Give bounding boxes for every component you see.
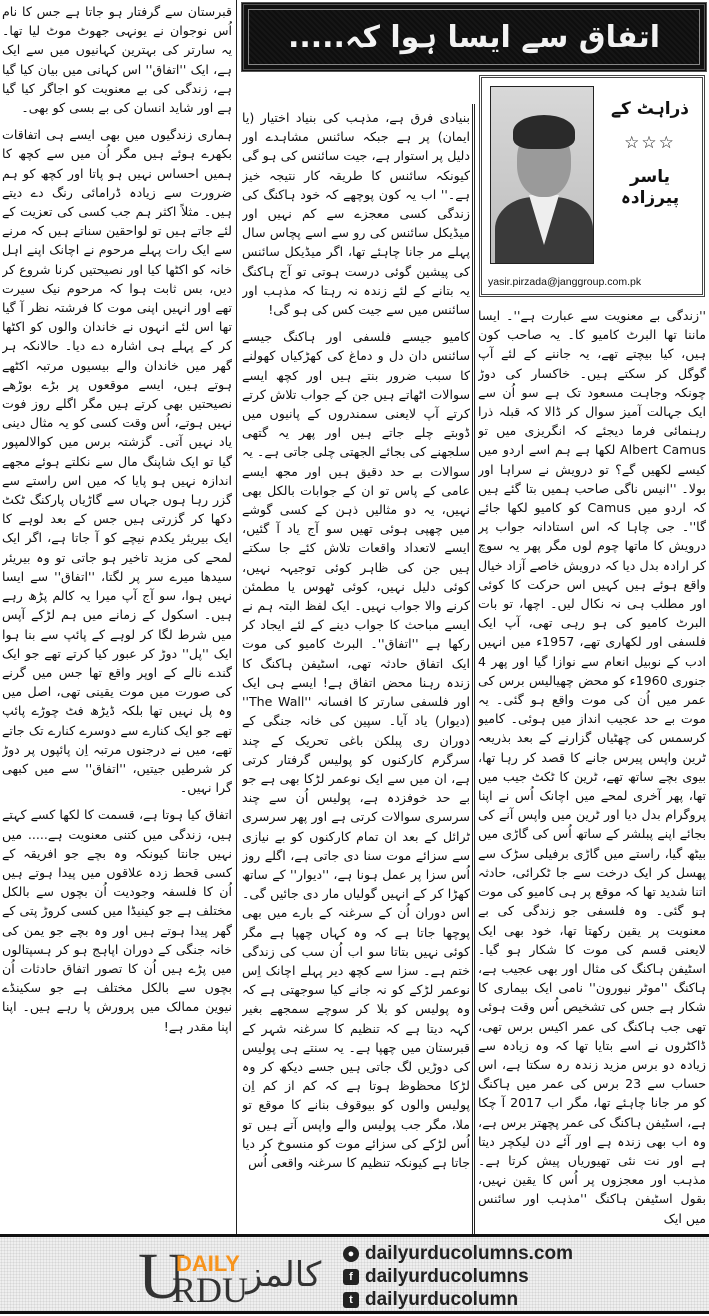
column-kicker: ذراہٹ کے xyxy=(610,99,690,119)
stars-icon: ☆☆☆ xyxy=(624,133,676,153)
logo-rdu: RDU xyxy=(172,1270,249,1310)
facebook-icon: f xyxy=(343,1269,359,1285)
daily-urdu-columns-logo[interactable] xyxy=(138,1240,322,1313)
column-title: اتفاق سے ایسا ہوا کہ..... xyxy=(287,19,661,55)
author-box xyxy=(479,75,705,297)
paragraph: اتفاق کیا ہوتا ہے، قسمت کا لکھا کسے کہتے ہیں، زندگی میں کتنی معنویت ہے..... میں نہیں جانتا کیونکہ وہ بچے جو افریقہ کے کسی قحط زدہ علاقوں میں پیدا ہوتے ہیں اُن کا فلسفہ وجودیت اُن بچوں سے بالکل مختلف ہے جو کینیڈا میں کسی کروڑ پتی کے گھر پیدا ہوتے ہیں اور وہ بچے جو یمن کی خانہ جنگی کے دوران اپاہج ہو کر ہسپتالوں میں پڑے ہیں اُن کا تصور اتفاق حادثات اُن بچوں سے بالکل مختلف ہے جو سکینڈے نیوین ممالک میں پرورش پا رہے ہیں۔ اپنا اپنا مقدر ہے! xyxy=(2,807,232,1034)
paragraph: بنیادی فرق ہے، مذہب کی بنیاد اختیار (یا ایمان) پر ہے جبکہ سائنس مشاہدے اور دلیل پر استوار ہے، جیت سائنس کی ہو گی کیونکہ سائنس کا طریقہ کار نتیجہ خیز ہے۔'' اب یہ کون پوچھے کہ خود ہاکنگ کی زندگی کسی معجزے سے کم نہیں اور میڈیکل سائنس کی رو سے اسے پچاس سال پہلے مر جانا چاہئے تھا، اگر میڈیکل سائنس کی پیشین گوئی درست ہوتی تو آج ہاکنگ یہ بتانے کے لئے زندہ نہ رہتا کہ مذہب اور سائنس میں سے جیت کس کی ہو گی! xyxy=(242,110,470,318)
logo-u: U xyxy=(138,1240,186,1313)
twitter-link[interactable] xyxy=(343,1289,573,1311)
paragraph: ''زندگی بے معنویت سے عبارت ہے''۔ ایسا ماننا تھا البرٹ کامیو کا۔ یہ صاحب کون ہیں، کیا بیچتے تھے، یہ جاننے کے لئے آپ گوگل کر سکتے ہیں۔ خاکسار کی دوڑ چونکہ وجاہت مسعود تک ہے سو اُن سے ایک جہالت آمیز سوال کر ڈالا کہ قبلہ ذرا رہنمائی فرما دیجئے کہ انگریزی میں تو Albert Camus لکھا ہے ہم اسے اردو میں کیسے لکھیں گے؟ تو درویش نے سراہا اور بولا۔ ''انیس ناگی صاحب ہمیں بتا گئے ہیں کہ اردو میں Camus کو کامیو لکھا جائے گا''۔ جی چاہا کہ اس استادانہ جواب پر درویش کا ماتھا چوم لوں مگر پھر یہ سوچ کر ارادہ بدل دیا کہ درویش خاصے آزاد خیال واقع ہوئے ہیں کہیں اس حرکت کا کوئی اور مطلب ہی نہ نکال لیں۔ اچھا، تو بات البرٹ کامیو کی ہو رہی تھی، آپ ایک فلسفی اور لکھاری تھے، 1957ء میں انہیں ادب کے نوبیل انعام سے نوازا گیا اور پھر 4 جنوری 1960ء کو محض چھیالیس برس کی عمر میں اُن کی موت واقع ہو گئی۔ یہ موت بے حد عجیب انداز میں ہوئی۔ کامیو کرسمس کی چھٹیاں گزارنے کے بعد بذریعہ ٹرین واپس پیرس جانے کا قصد کر رہا تھا، بیوی بچے ساتھ تھے، ٹرین کا ٹکٹ جیب میں تھا، پھر آخری لمحے میں اچانک اُس نے اپنا پروگرام بدل دیا اور ٹرین میں واپس آنے کی بجائے اپنے پبلشر کے ساتھ اُس کی گاڑی میں بیٹھ گیا، راستے میں گاڑی برفیلی سڑک سے پھسل کر ایک درخت سے جا ٹکرائی، حادثہ اتنا شدید تھا کہ موقع پر ہی کامیو کی موت ہو گئی۔ وہ فلسفی جو زندگی کی بے معنویت پر یقین رکھتا تھا، خود بھی ایک لایعنی قسم کی موت کا شکار ہو گیا۔ اسٹیفن ہاکنگ کی مثال اور بھی عجیب ہے، ہاکنگ ''موٹر نیورون'' نامی ایک بیماری کا شکار ہے جس کی تشخیص اُس وقت ہوئی تھی جب ہاکنگ کی عمر اکیس برس تھی، ڈاکٹروں نے اسے بتایا تھا کہ وہ زیادہ سے زیادہ دو برس مزید زندہ رہ سکتا ہے، اس حساب سے 23 برس کی عمر میں ہاکنگ کو مر جانا چاہئے تھا، مگر اب 2017 آ چکا ہے، اسٹیفن ہاکنگ کی عمر پچھتر برس ہے، وہ اب بھی زندہ ہے اور آئے دن لیکچر دیتا ہے اور نت نئی تھیوریاں پیش کرتا ہے۔ مذہب اور معجزوں پر اُس کا یقین نہیں، بقول اسٹیفن ہاکنگ ''مذہب اور سائنس میں ایک xyxy=(478,308,706,1226)
author-photo xyxy=(490,86,594,264)
website-link[interactable] xyxy=(343,1243,573,1265)
paragraph: ہماری زندگیوں میں بھی ایسے ہی اتفاقات بکھرے ہوئے ہیں مگر اُن میں سے کچھ کا ہمیں احساس نہیں ہو پاتا اور کچھ کو ہم ضرورت سے زیادہ ڈرامائی رنگ دے دیتے ہیں۔ مثلاً اکثر ہم جب کسی کی تعزیت کے لئے جاتے ہیں تو لواحقین سناتے ہیں کہ مرنے سے ایک رات پہلے مرحوم نے اچانک اپنے اہل خانہ کو اکٹھا کیا اور نصیحتیں کرنا شروع کر دیں، بس ثابت ہوا کہ مرحوم نیک سیرت تھے اور انہیں اپنی موت کا فرشتہ نظر آ گیا تھا اس لئے انہوں نے خاندان والوں کو اکٹھا کر کے پہلے ہی اشارہ دے دیا۔ حالانکہ ہر گھر میں خاندان والے بیسیوں مرتبہ اکٹھے ہوتے ہیں، ایسے موقعوں پر بڑے بوڑھے نصیحتیں بھی کرتے ہیں مگر اگلے روز فوت نہیں ہوتے، اُس وقت کسی کو یہ مثال دینی یاد نہیں آتی۔ گزشتہ برس میں کوالالمپور گیا تو ایک شاپنگ مال سے نکلتے ہوئے مجھے اندازہ نہیں ہو پایا کہ میں اس راستے سے گزر رہا ہوں جہاں سے گاڑیاں پارکنگ ٹکٹ دکھا کر گزرتی ہیں جس کے بعد لوہے کا ایک بیریئر یکدم نیچے کو آ جاتا ہے، اگر ایک لمحے کی مزید تاخیر ہو جاتی تو وہ بیریئر سیدھا میرے سر پر لگتا، ''اتفاق'' سے ایسا نہیں ہوا، سو آج آپ میرا یہ کالم پڑھ رہے ہیں۔ اسکول کے زمانے میں ہم لڑکے آپس میں شرط لگا کر لوہے کے پائپ سے بنا ہوا ایک ''پل'' دوڑ کر عبور کیا کرتے تھے جو ایک گندے نالے کے اوپر واقع تھا جس میں گرنے کی صورت میں موت یقینی تھی، اصل میں وہ پل نہیں تھا بلکہ ڈیڑھ فٹ چوڑے پائپ تھے جو ایک کنارے سے دوسرے کنارے تک جاتے تھے، میں نے درجنوں مرتبہ اِن پائپوں پر دوڑ کر شرطیں جیتیں، ''اتفاق'' سے میں کبھی گرا نہیں۔ xyxy=(2,127,232,796)
logo-daily: DAILY xyxy=(176,1251,240,1276)
article-column-left xyxy=(2,2,232,1088)
paragraph: کامیو جیسے فلسفی اور ہاکنگ جیسے سائنس دان دل و دماغ کی کھڑکیاں کھولنے کا سبب ضرور بنتے ہیں اور کچھ ایسے سوالات اٹھاتے ہیں جن کے جواب تلاش کرتے کرتے آپ لایعنی سمندروں کے پانیوں میں ڈوبتے چلے جاتے ہیں اور پھر یہ گتھی سلجھنے کی بجائے الجھتی چلی جاتی ہے۔ یہ سوالات بے حد دقیق ہیں اور مجھ ایسے عامی کے پاس تو ان کے جوابات بالکل بھی نہیں، یہ دو مثالیں ذہن کے کسی گوشے میں چھپی ہوئی تھیں سو آج یاد آ گئیں، ایسے لاتعداد واقعات تلاش کئے جا سکتے ہیں جن کی ظاہر کوئی توجیہہ نہیں، کوئی دلیل نہیں، کوئی ٹھوس یا مطمئن کرنے والا جواب نہیں۔ ایک لفظ البتہ ہم نے ایسے مباحث کا جواب دینے کے لئے ایجاد کر رکھا ہے ''اتفاق''۔ البرٹ کامیو کی موت ایک اتفاق حادثہ تھی، اسٹیفن ہاکنگ کا زندہ رہنا محض اتفاق ہے! ایسے ہی ایک اور فلسفی سارتر کا افسانہ ''The Wall'' (دیوار) یاد آیا۔ سپین کی خانہ جنگی کے دوران ری پبلکن باغی تحریک کے چند سرگرم کارکنوں کو پولیس گرفتار کرتی ہے، ان میں سے ایک نوعمر لڑکا بھی ہے جو بے حد خوفزدہ ہے، پولیس اُن سے چند سرسری سوالات کرتی ہے اور پھر سرسری ٹرائل کے بعد ان تمام کارکنوں کو بے نیازی سے سزائے موت سنا دی جاتی ہے، اگلے روز اُس سزا پر عمل ہونا ہے، ''دیوار'' کے ساتھ کھڑا کر کے انہیں گولیاں مار دی جائیں گی۔ اس دوران اُن کے سرغنہ کے بارے میں بھی پوچھا جاتا ہے کہ وہ کہاں چھپا ہے مگر کوئی نہیں بتاتا سو اب اُن سب کی زندگی ختم ہے۔ سزا سے کچھ دیر پہلے اچانک اِس نوعمر لڑکے کو نہ جانے کیا سوجھتی ہے کہ وہ پولیس کو بلا کر سوچے سمجھے بغیر کہہ دیتا ہے کہ تنظیم کا سرغنہ شہر کے قبرستان میں چھپا ہے۔ یہ سنتے ہی پولیس کی دوڑیں لگ جاتی ہیں جسے دیکھ کر وہ لڑکا محظوظ ہوتا ہے کہ کم از کم اِن پولیس والوں کو بیوقوف بنانے کا موقع تو ملا، مگر جب پولیس والے واپس آتے ہیں تو اُس لڑکے کی سزائے موت کو منسوخ کر دیا جاتا ہے کیونکہ تنظیم کا سرغنہ واقعی اُس xyxy=(242,329,470,1170)
facebook-link[interactable] xyxy=(343,1266,573,1288)
column-divider xyxy=(236,0,237,1234)
article-column-right xyxy=(478,306,706,1232)
column-divider xyxy=(472,104,475,1234)
logo-urdu-script: کالمز xyxy=(246,1255,322,1295)
article-column-middle xyxy=(242,108,470,1232)
twitter-label: dailyurducolumn xyxy=(365,1289,519,1310)
social-links xyxy=(343,1243,573,1312)
author-name: یاسر پیرزادہ xyxy=(620,167,680,208)
headline-box xyxy=(241,2,707,72)
footer xyxy=(0,1237,709,1314)
author-email[interactable]: yasir.pirzada@janggroup.com.pk xyxy=(488,276,642,288)
web-icon: ● xyxy=(343,1246,359,1262)
facebook-label: dailyurducolumns xyxy=(365,1266,529,1287)
paragraph: قبرستان سے گرفتار ہو جاتا ہے جس کا نام اُس نوجوان نے یونہی جھوٹ موٹ لیا تھا۔ یہ سارتر کی بہترین کہانیوں میں سے ایک ہے، ایک ''اتفاق'' اس کہانی میں بیان کیا گیا ہے، زندگی کی بے معنویت کو اجاگر کیا گیا ہے اور شاید انسان کی بے بسی کو بھی۔ xyxy=(2,4,232,116)
twitter-icon: t xyxy=(343,1292,359,1308)
website-label: dailyurducolumns.com xyxy=(365,1243,573,1264)
